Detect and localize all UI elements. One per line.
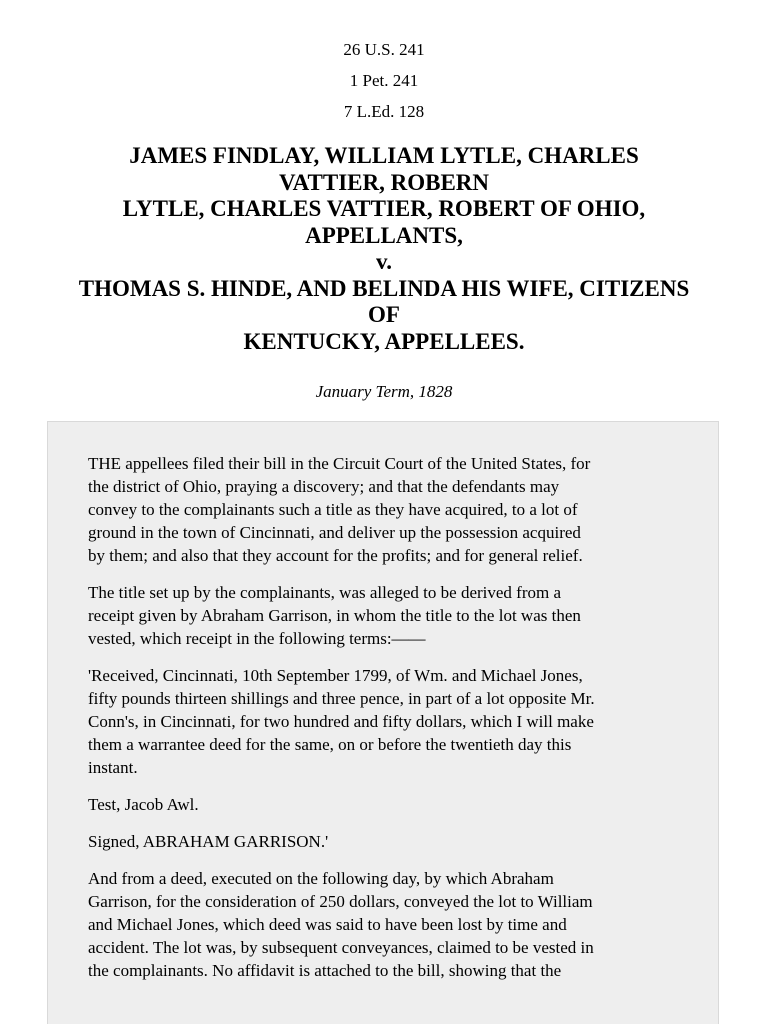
- text-line: by them; and also that they account for the profits; and for general relief.: [88, 546, 583, 565]
- citation-lawyers-edition: 7 L.Ed. 128: [343, 102, 425, 121]
- case-title-line: OF: [368, 302, 400, 327]
- case-title-line: JAMES FINDLAY, WILLIAM LYTLE, CHARLES: [129, 143, 639, 168]
- text-line: Test, Jacob Awl.: [88, 795, 199, 814]
- text-line: The title set up by the complainants, was alleged to be derived from a: [88, 583, 562, 602]
- case-title-line: APPELLANTS,: [305, 222, 463, 248]
- opinion-text-box: [47, 421, 719, 1024]
- receipt-quote-paragraph: [88, 664, 688, 779]
- opinion-text: [88, 452, 688, 996]
- receipt-witness-paragraph: [88, 793, 688, 816]
- receipt-signature-paragraph: [88, 830, 688, 853]
- text-line: receipt given by Abraham Garrison, in whom the title to the lot was then: [88, 606, 581, 625]
- case-title-line: THOMAS S. HINDE, AND BELINDA HIS WIFE, CITIZENS: [78, 275, 690, 301]
- text-line: And from a deed, executed on the following day, by which Abraham: [88, 869, 554, 888]
- opinion-paragraph: [88, 452, 688, 567]
- citation-us-reports: 26 U.S. 241: [343, 40, 425, 59]
- text-line: convey to the complainants such a title as they have acquired, to a lot of: [88, 500, 578, 519]
- opinion-paragraph: [88, 581, 688, 650]
- text-line: accident. The lot was, by subsequent conveyances, claimed to be vested in: [88, 938, 594, 957]
- text-line: ground in the town of Cincinnati, and deliver up the possession acquired: [88, 523, 581, 542]
- text-line: Garrison, for the consideration of 250 dollars, conveyed the lot to William: [88, 892, 593, 911]
- case-title-versus: v.: [376, 249, 392, 274]
- text-line: the complainants. No affidavit is attached to the bill, showing that the: [88, 961, 562, 980]
- case-title-line: KENTUCKY, APPELLEES.: [243, 328, 525, 354]
- citations: [0, 34, 768, 127]
- opinion-paragraph: [88, 867, 688, 982]
- text-line: and Michael Jones, which deed was said to have been lost by time and: [88, 915, 567, 934]
- text-line: instant.: [88, 758, 138, 777]
- text-line: fifty pounds thirteen shillings and three pence, in part of a lot opposite Mr.: [88, 689, 595, 708]
- text-line: the district of Ohio, praying a discovery; and that the defendants may: [88, 477, 560, 496]
- text-line: vested, which receipt in the following terms:——: [88, 629, 426, 648]
- text-line: Conn's, in Cincinnati, for two hundred and fifty dollars, which I will make: [88, 712, 594, 731]
- text-line: them a warrantee deed for the same, on or before the twentieth day this: [88, 735, 572, 754]
- term-date: January Term, 1828: [315, 382, 453, 401]
- text-line: 'Received, Cincinnati, 10th September 1799, of Wm. and Michael Jones,: [88, 666, 583, 685]
- text-line: Signed, ABRAHAM GARRISON.': [88, 832, 329, 851]
- case-title-line: VATTIER, ROBERN: [278, 169, 490, 195]
- text-line: THE appellees filed their bill in the Circuit Court of the United States, for: [88, 454, 591, 473]
- citation-peters: 1 Pet. 241: [349, 71, 419, 90]
- case-title: [20, 143, 748, 355]
- case-title-line: LYTLE, CHARLES VATTIER, ROBERT OF OHIO,: [122, 196, 646, 221]
